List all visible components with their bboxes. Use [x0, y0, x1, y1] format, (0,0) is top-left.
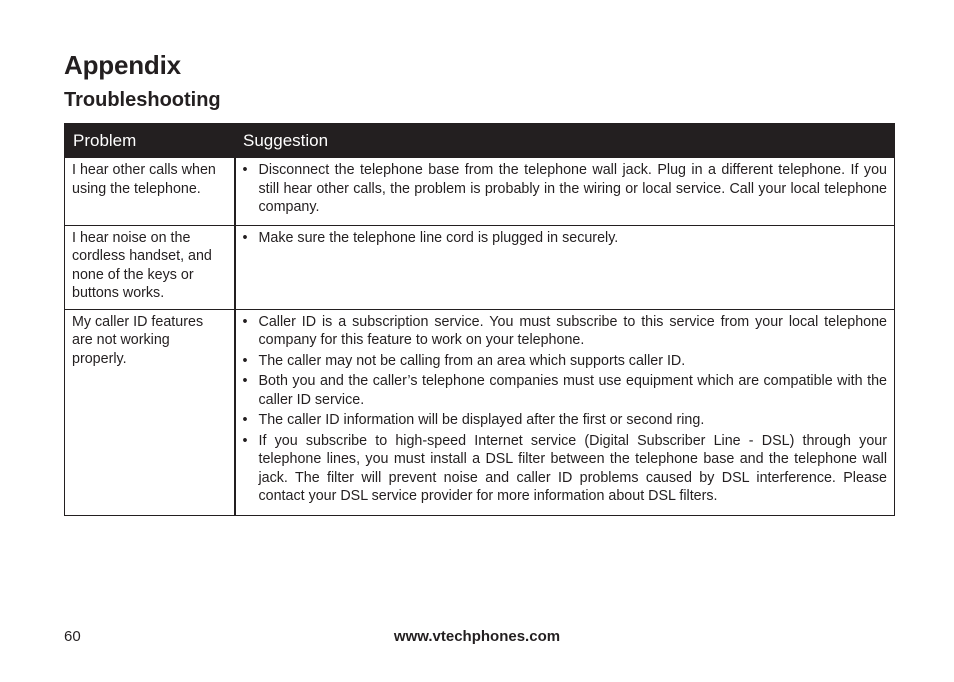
suggestion-text: Make sure the telephone line cord is plugged in securely. — [258, 229, 619, 246]
suggestion-cell — [235, 309, 895, 515]
column-header-suggestion: Suggestion — [235, 124, 895, 158]
table-row — [65, 158, 895, 226]
section-title: Troubleshooting — [64, 89, 221, 111]
suggestion-text: Both you and the caller’s telephone companies must use equipment which are compatible with the caller ID service. — [258, 373, 887, 408]
page-number: 60 — [64, 628, 81, 645]
suggestion-list — [243, 229, 888, 248]
table-row — [65, 309, 895, 515]
suggestion-item — [243, 229, 888, 248]
suggestion-cell — [235, 225, 895, 309]
bullet-icon: • — [242, 373, 248, 389]
suggestion-list — [243, 161, 888, 217]
problem-cell: I hear other calls when using the telephone. — [65, 158, 235, 226]
table-row — [65, 225, 895, 309]
bullet-icon: • — [242, 162, 248, 178]
suggestion-item — [243, 352, 888, 371]
suggestion-text: The caller ID information will be displayed after the first or second ring. — [258, 412, 705, 428]
bullet-icon: • — [242, 432, 248, 449]
suggestion-item — [243, 411, 888, 430]
suggestion-cell — [235, 158, 895, 226]
suggestion-text: The caller may not be calling from an area which supports caller ID. — [258, 352, 686, 369]
suggestion-text: If you subscribe to high-speed Internet service (Digital Subscriber Line - DSL) through your telephone lines, you must install a DSL filter between the telephone base and the telephone wall jack. The filter will prevent noise and caller ID problems caused by DSL interference. Please contact your DSL service provider for more information about DSL filters. — [258, 432, 887, 504]
bullet-icon: • — [242, 412, 248, 428]
table-header-row — [65, 124, 895, 158]
bullet-icon: • — [242, 352, 248, 369]
suggestion-item — [243, 161, 888, 217]
footer-url: www.vtechphones.com — [393, 628, 561, 645]
suggestion-text: Caller ID is a subscription service. You must subscribe to this service from your local telephone company for this feature to work on your telephone. — [258, 313, 887, 348]
suggestion-item — [243, 313, 888, 350]
column-header-problem: Problem — [65, 124, 235, 158]
troubleshooting-table — [64, 123, 895, 516]
suggestion-list — [243, 313, 888, 506]
suggestion-item — [243, 432, 888, 506]
bullet-icon: • — [242, 313, 248, 330]
problem-cell: I hear noise on the cordless handset, and none of the keys or buttons works. — [65, 225, 235, 309]
problem-cell: My caller ID features are not working properly. — [65, 309, 235, 515]
suggestion-text: Disconnect the telephone base from the telephone wall jack. Plug in a different telephone. If you still hear other calls, the problem is probably in the wiring or local service. Call your local telephone company. — [258, 162, 887, 215]
suggestion-item — [243, 372, 888, 409]
page-title: Appendix — [64, 50, 181, 80]
bullet-icon: • — [242, 229, 248, 246]
